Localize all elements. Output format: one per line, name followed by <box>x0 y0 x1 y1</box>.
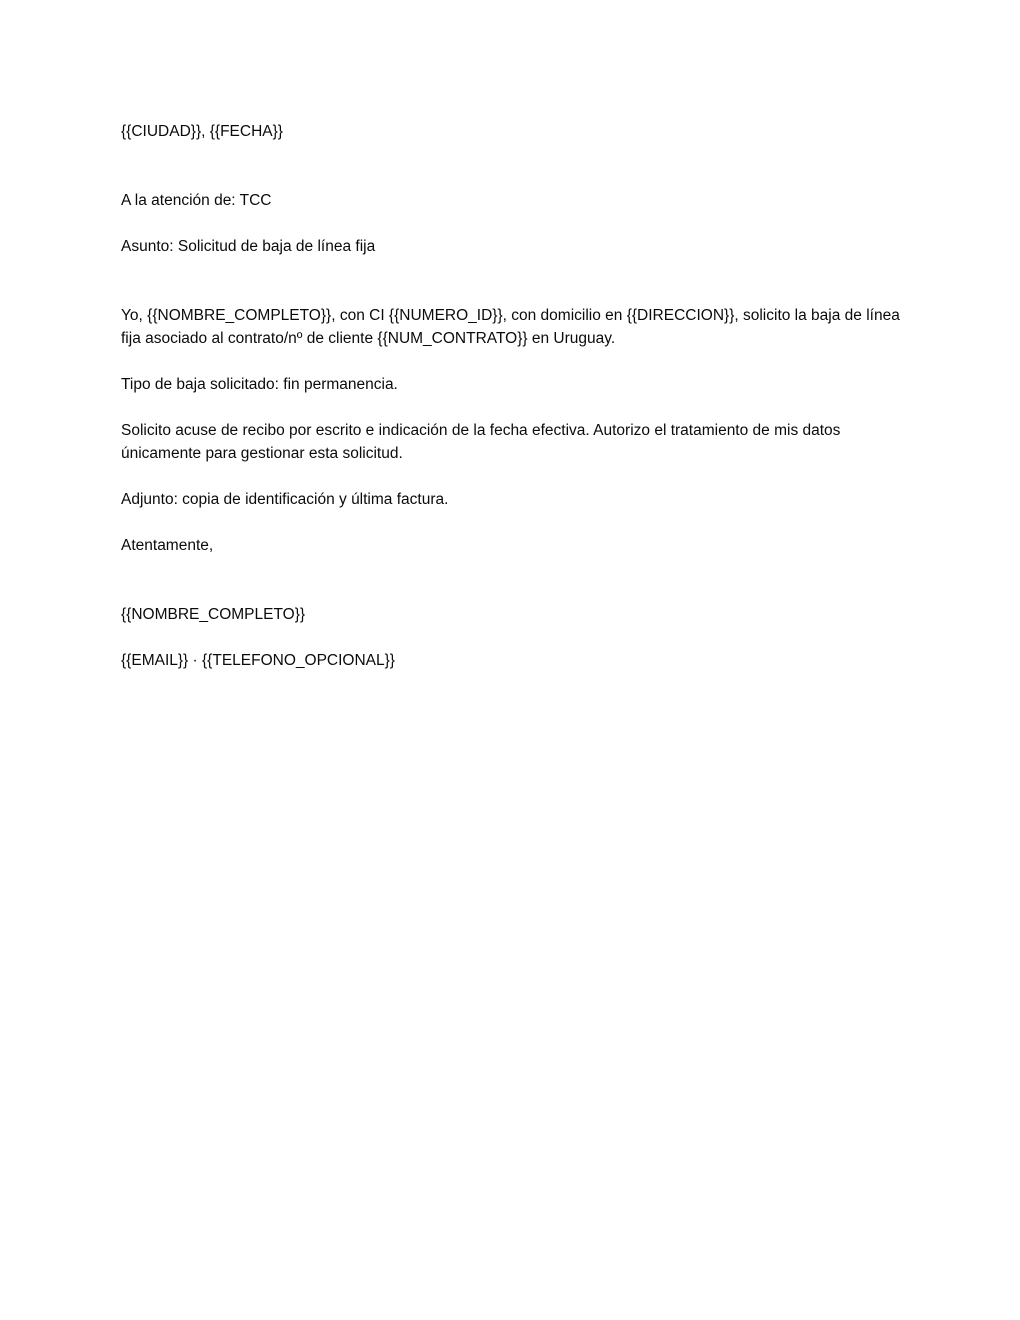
letterhead-city-date: {{CIUDAD}}, {{FECHA}} <box>121 123 283 140</box>
signature-block <box>121 580 913 695</box>
attention-line: A la atención de: TCC <box>121 192 272 209</box>
closing-line: Atentamente, <box>121 537 214 554</box>
recipient-block <box>121 166 913 281</box>
signature-name: {{NOMBRE_COMPLETO}} <box>121 606 306 623</box>
request-paragraph: Yo, {{NOMBRE_COMPLETO}}, con CI {{NUMERO_ID}}, con domicilio en {{DIRECCION}}, solicito la baja de línea fija asociado al contrato/nº de cliente {{NUM_CONTRATO}} en Uruguay. <box>121 307 900 347</box>
attachment-line: Adjunto: copia de identificación y última factura. <box>121 491 449 508</box>
acknowledgment-paragraph: Solicito acuse de recibo por escrito e indicación de la fecha efectiva. Autorizo el tratamiento de mis datos únicamente para gestionar esta solicitud. <box>121 422 841 462</box>
signature-contact: {{EMAIL}} · {{TELEFONO_OPCIONAL}} <box>121 652 395 669</box>
letter-body <box>121 120 913 695</box>
request-type-line: Tipo de baja solicitado: fin permanencia. <box>121 376 398 393</box>
subject-line: Asunto: Solicitud de baja de línea fija <box>121 238 376 255</box>
